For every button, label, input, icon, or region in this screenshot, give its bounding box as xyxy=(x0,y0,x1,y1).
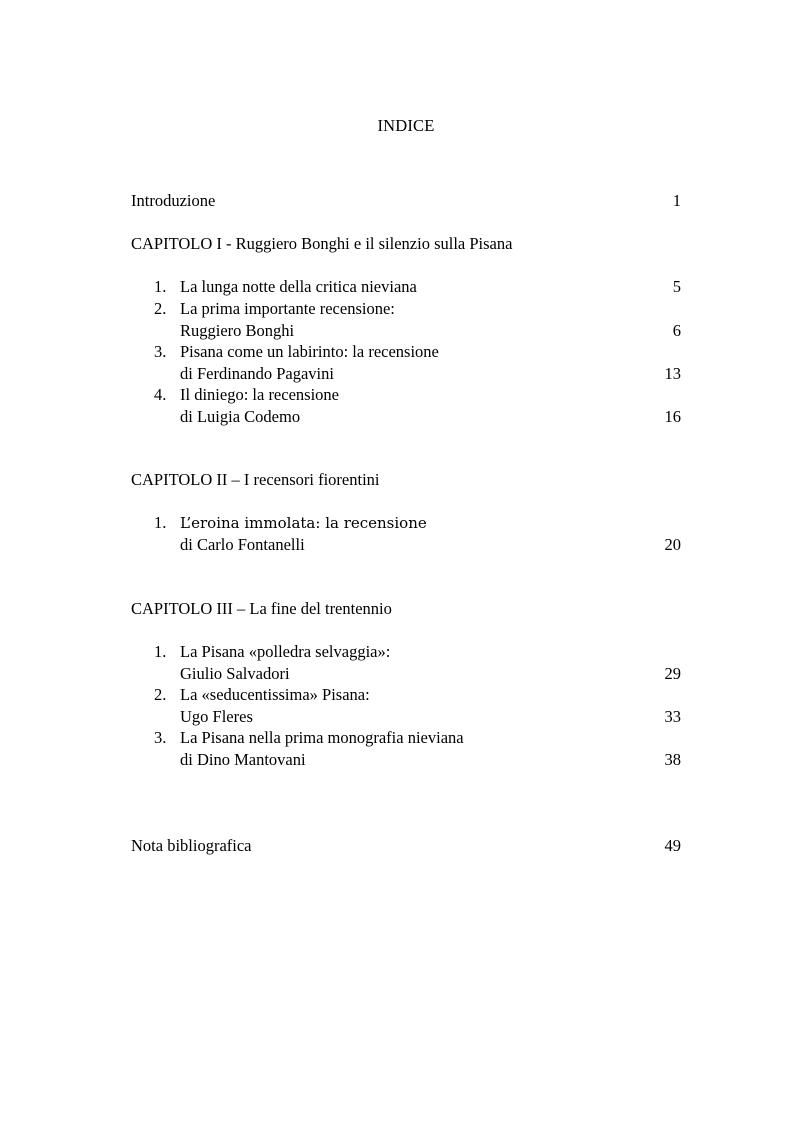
toc-item-title-cont: di Luigia Codemo xyxy=(180,407,301,426)
toc-item-number: 4. xyxy=(154,385,167,404)
toc-item xyxy=(131,727,681,749)
toc-item-title: Il diniego: la recensione xyxy=(180,385,339,404)
toc-item-title: La lunga notte della critica nieviana xyxy=(180,277,417,296)
toc-item xyxy=(131,684,681,706)
chapter-heading-1 xyxy=(131,233,681,255)
toc-item-continuation xyxy=(131,706,681,728)
toc-item xyxy=(131,512,681,534)
chapter-heading-3 xyxy=(131,598,681,620)
toc-item xyxy=(131,341,681,363)
toc-item-page: 6 xyxy=(672,321,681,340)
toc-entry-bibliography xyxy=(131,835,681,857)
toc-item-number: 1. xyxy=(154,642,167,661)
toc-item-continuation xyxy=(131,534,681,556)
toc-item-number: 1. xyxy=(154,277,167,296)
toc-item-number: 3. xyxy=(154,728,167,747)
toc-entry-page: 49 xyxy=(664,836,681,855)
toc-item-title-cont: di Ferdinando Pagavini xyxy=(180,364,334,383)
toc-item-page: 13 xyxy=(664,364,681,383)
toc-item-title-cont: di Dino Mantovani xyxy=(180,750,306,769)
toc-item-page: 16 xyxy=(664,407,681,426)
toc-item-page: 5 xyxy=(672,277,681,296)
toc-entry-page: 1 xyxy=(672,191,681,210)
toc-item-page: 20 xyxy=(664,535,681,554)
toc-item-continuation xyxy=(131,320,681,342)
toc-item-title-cont: Ugo Fleres xyxy=(180,707,253,726)
toc-item-title: Pisana come un labirinto: la recensione xyxy=(180,342,439,361)
toc-item-title: La prima importante recensione: xyxy=(180,299,395,318)
toc-item-number: 1. xyxy=(154,513,167,532)
toc-item xyxy=(131,298,681,320)
toc-item-number: 2. xyxy=(154,299,167,318)
chapter-heading-text: CAPITOLO III – La fine del trentennio xyxy=(131,599,392,618)
chapter-heading-text: CAPITOLO I - Ruggiero Bonghi e il silenzio sulla Pisana xyxy=(131,234,513,253)
toc-item-continuation xyxy=(131,749,681,771)
toc-item-title: La «seducentissima» Pisana: xyxy=(180,685,370,704)
toc-item-title-cont: Ruggiero Bonghi xyxy=(180,321,295,340)
toc-entry-label: Introduzione xyxy=(131,191,216,210)
toc-item-title: La Pisana nella prima monografia nieviana xyxy=(180,728,464,747)
chapter-heading-2 xyxy=(131,469,681,491)
toc-item-number: 2. xyxy=(154,685,167,704)
toc-item-title-cont: di Carlo Fontanelli xyxy=(180,535,305,554)
toc-item-page: 33 xyxy=(664,707,681,726)
toc-item xyxy=(131,276,681,298)
toc-item-continuation xyxy=(131,363,681,385)
toc-item-page: 29 xyxy=(664,664,681,683)
page-title: INDICE xyxy=(377,116,435,135)
toc-item-title: La Pisana «polledra selvaggia»: xyxy=(180,642,391,661)
toc-item-continuation xyxy=(131,663,681,685)
toc-item xyxy=(131,384,681,406)
chapter-heading-text: CAPITOLO II – I recensori fiorentini xyxy=(131,470,380,489)
toc-item-number: 3. xyxy=(154,342,167,361)
toc-entry-intro xyxy=(131,190,681,212)
toc-item-continuation xyxy=(131,406,681,428)
toc-item-title-cont: Giulio Salvadori xyxy=(180,664,290,683)
toc-item xyxy=(131,641,681,663)
toc-item-page: 38 xyxy=(664,750,681,769)
toc-entry-label: Nota bibliografica xyxy=(131,836,252,855)
toc-item-title: L’eroina immolata: la recensione xyxy=(180,514,427,532)
